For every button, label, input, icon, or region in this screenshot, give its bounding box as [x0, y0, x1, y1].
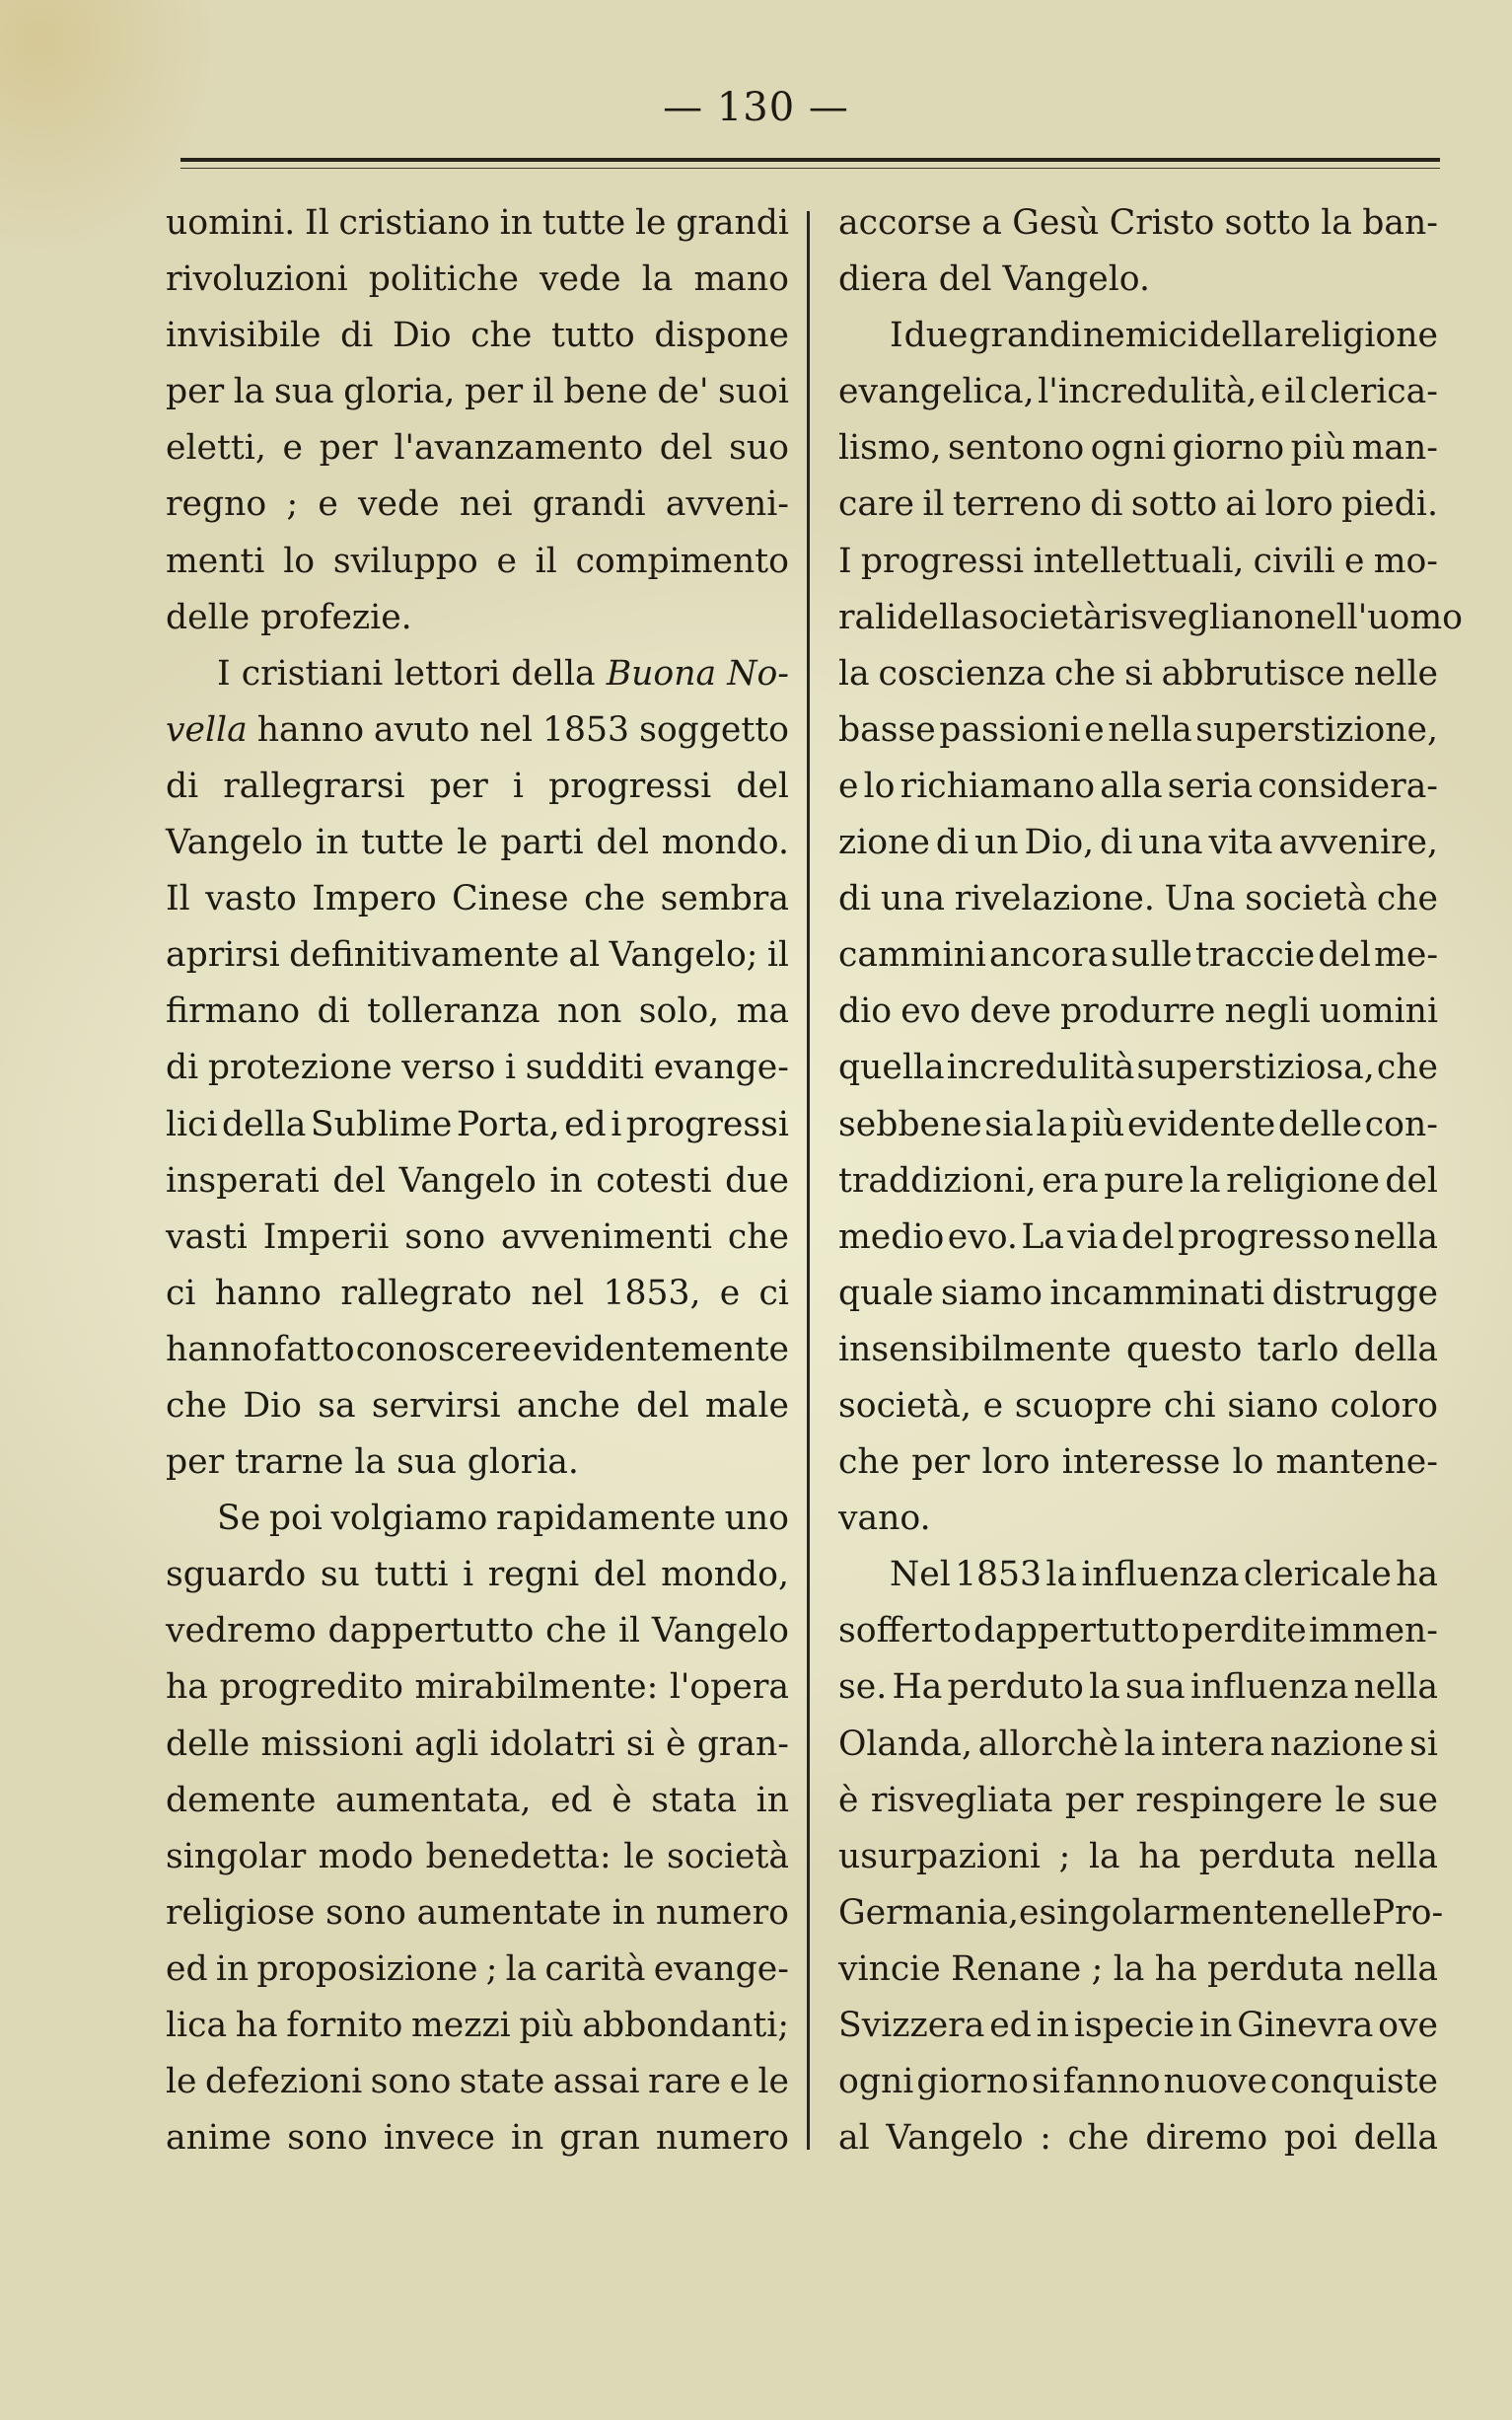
right-column-line: rali della società risvegliano nell'uomo	[838, 597, 1463, 637]
right-column-line: lismo, sentono ogni giorno più man-	[838, 428, 1438, 469]
left-column-line: eletti, e per l'avanzamento del suo	[166, 428, 789, 469]
right-column-line: Nel 1853 la influenza clericale ha	[890, 1555, 1438, 1595]
left-column-line: Se poi volgiamo rapidamente uno	[217, 1499, 789, 1539]
left-column-line: delle profezie.	[166, 597, 412, 637]
right-column-line: quella incredulità superstiziosa, che	[838, 1048, 1438, 1088]
header-rule	[180, 158, 1440, 162]
right-column-line: basse passioni e nella superstizione,	[838, 709, 1438, 750]
left-column-line: anime sono invece in gran numero	[166, 2118, 789, 2159]
right-column-line: I progressi intellettuali, civili e mo-	[838, 541, 1438, 581]
right-column-line: se. Ha perduto la sua influenza nella	[838, 1667, 1438, 1708]
left-column-line: demente aumentata, ed è stata in	[166, 1780, 789, 1820]
header-rule-thin	[180, 168, 1440, 169]
left-column-line: uomini. Il cristiano in tutte le grandi	[166, 203, 789, 243]
right-column-line: diera del Vangelo.	[838, 259, 1150, 300]
right-column-line: zione di un Dio, di una vita avvenire,	[838, 823, 1438, 863]
left-column-line: lici della Sublime Porta, ed i progressi	[166, 1104, 789, 1144]
left-column-line: ha progredito mirabilmente: l'opera	[166, 1667, 789, 1708]
right-column-line: che per loro interesse lo mantene-	[838, 1442, 1438, 1483]
left-column-line: aprirsi definitivamente al Vangelo; il	[166, 935, 789, 976]
left-column-line: le defezioni sono state assai rare e le	[166, 2062, 789, 2102]
left-column-line: regno ; e vede nei grandi avveni-	[166, 484, 789, 525]
right-column-line: la coscienza che si abbrutisce nelle	[838, 653, 1438, 694]
left-column-line: vella hanno avuto nel 1853 soggetto	[166, 709, 789, 750]
right-column-line: I due grandi nemici della religione	[890, 316, 1438, 356]
right-column-line: traddizioni, era pure la religione del	[838, 1160, 1438, 1201]
right-column-line: è risvegliata per respingere le sue	[838, 1780, 1438, 1820]
right-column-line: evangelica, l'incredulità, e il clerica-	[838, 372, 1438, 412]
right-column-line: accorse a Gesù Cristo sotto la ban-	[838, 203, 1438, 243]
left-column-line: singolar modo benedetta: le società	[166, 1836, 789, 1876]
left-column-line: vasti Imperii sono avvenimenti che	[166, 1216, 789, 1257]
right-column-line: insensibilmente questo tarlo della	[838, 1329, 1438, 1369]
left-column-line: invisibile di Dio che tutto dispone	[166, 316, 789, 356]
right-column-line: medio evo. La via del progresso nella	[838, 1216, 1438, 1257]
right-column-line: quale siamo incamminati distrugge	[838, 1273, 1438, 1313]
left-column-line: firmano di tolleranza non solo, ma	[166, 991, 789, 1032]
left-column-line: insperati del Vangelo in cotesti due	[166, 1160, 789, 1201]
left-column-line: hanno fatto conoscere evidentemente	[166, 1329, 789, 1369]
right-column-line: Olanda, allorchè la intera nazione si	[838, 1723, 1438, 1764]
right-column-line: di una rivelazione. Una società che	[838, 879, 1438, 919]
left-column-line: rivoluzioni politiche vede la mano	[166, 259, 789, 300]
left-column-line: ed in proposizione ; la carità evange-	[166, 1948, 789, 1989]
left-column-line: delle missioni agli idolatri si è gran-	[166, 1723, 789, 1764]
column-divider	[807, 211, 810, 2150]
right-column-line: vincie Renane ; la ha perduta nella	[838, 1948, 1438, 1989]
right-column-line: care il terreno di sotto ai loro piedi.	[838, 484, 1438, 525]
left-column-line: Il vasto Impero Cinese che sembra	[166, 879, 789, 919]
right-column-line: Germania, e singolarmente nelle Pro-	[838, 1892, 1444, 1933]
left-column-line: per la sua gloria, per il bene de' suoi	[166, 372, 789, 412]
left-column-line: che Dio sa servirsi anche del male	[166, 1385, 789, 1426]
right-column-line: Svizzera ed in ispecie in Ginevra ove	[838, 2006, 1438, 2045]
left-column-line: I cristiani lettori della Buona No-	[217, 653, 789, 694]
left-column-line: vedremo dappertutto che il Vangelo	[166, 1611, 789, 1651]
right-column-line: cammini ancora sulle traccie del me-	[838, 935, 1438, 976]
right-column-line: sebbene sia la più evidente delle con-	[838, 1104, 1438, 1144]
page-number: — 130 —	[663, 85, 849, 130]
left-column-line: religiose sono aumentate in numero	[166, 1892, 789, 1933]
left-column	[166, 195, 789, 2166]
left-column-line: menti lo sviluppo e il compimento	[166, 541, 789, 581]
right-column-line: e lo richiamano alla seria considera-	[838, 766, 1438, 806]
left-column-line: di protezione verso i sudditi evange-	[166, 1048, 789, 1088]
left-column-line: di rallegrarsi per i progressi del	[166, 766, 789, 806]
right-column-line: ogni giorno si fanno nuove conquiste	[838, 2062, 1438, 2102]
right-column-line: usurpazioni ; la ha perduta nella	[838, 1836, 1438, 1876]
left-column-line: ci hanno rallegrato nel 1853, e ci	[166, 1273, 789, 1313]
right-column-line: al Vangelo : che diremo poi della	[838, 2118, 1438, 2159]
right-column-line: dio evo deve produrre negli uomini	[838, 991, 1438, 1032]
left-column-line: sguardo su tutti i regni del mondo,	[166, 1555, 789, 1595]
right-column-line: sofferto dappertutto perdite immen-	[838, 1611, 1438, 1651]
right-column-line: società, e scuopre chi siano coloro	[838, 1385, 1438, 1426]
right-column	[838, 195, 1463, 2166]
left-column-line: Vangelo in tutte le parti del mondo.	[166, 823, 789, 863]
right-column-line: vano.	[838, 1499, 931, 1539]
left-column-line: per trarne la sua gloria.	[166, 1442, 579, 1483]
left-column-line: lica ha fornito mezzi più abbondanti;	[166, 2006, 789, 2045]
